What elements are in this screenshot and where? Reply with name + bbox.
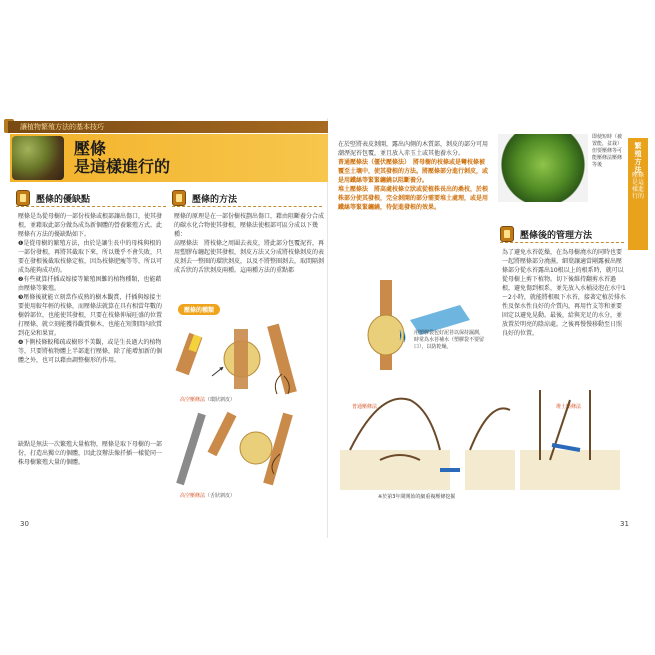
adv-intro: 壓條是為從母樹的一部份枝條或根部讓出傷口，使其發根，並藉取此部分做為成為新個體的營養繁殖方式。此壓條有方法的優缺點如下。: [18, 213, 163, 238]
disadv-para: 缺點是無法一次繁殖大量植物，壓條是取下母樹的一部份，打造出獨立的個體，因此沒辦法像扦插一樣從同一株母樹繁殖大量的個體。: [18, 441, 163, 466]
section-icon: [172, 190, 186, 206]
care-text: [502, 248, 626, 372]
section-method: [172, 190, 322, 207]
layering-note: ※於第3年間開始的細重複壓條挖掘: [378, 494, 456, 500]
high-layering-illustration: [172, 314, 328, 504]
method-intro: 壓條的原理是在一部份樹枝劃出傷口，藉由阻斷養分合成的碳水化合物使其發根，壓條法使根部可區分成以下幾種：: [174, 213, 324, 238]
method-high-layering: 高壓條法 將枝條之周圍去表皮，將此部分包覆泥苔，再用塑膠布纏起使其發根，剝皮方法又分成將枝條剝皮的表皮剝去一整圈的環狀剝皮，以及不將整圈剝去，取間隔剝成舌狀的舌狀剝皮兩種。這兩種方法的重點都: [174, 240, 324, 274]
page-number-right: 31: [620, 520, 629, 528]
adv-item-1: ❶是從母樹的繁殖方法，由於是讓生長中的母株與根的一部份發根，再將其截取下來，所以幾乎不會失敗，只要在發根後截取枝條定植，因為枝條肥瘦等等，所以可成為能夠成功的。: [18, 240, 163, 274]
label-mound-layering: 堆土壓條法: [556, 404, 582, 410]
caption-tongue: [180, 492, 235, 499]
ring-bark-figure: [176, 324, 297, 395]
disadvantages-text: [18, 440, 166, 484]
page-title: [74, 140, 170, 176]
side-tab-subtitle: 壓條是這樣進行的: [632, 172, 645, 200]
section-care: [500, 226, 624, 243]
caption-tongue-b: （舌狀剝皮）: [205, 493, 236, 499]
photo-caption: 即使短時（被置能，盆栽）但要壓條等可能壓條法壓條等後: [592, 134, 623, 168]
section-advantages: [16, 190, 166, 207]
page-number-left: 30: [20, 520, 29, 528]
chapter-header-band: [8, 121, 328, 133]
layering-types-pill: 壓條的種類: [178, 304, 220, 315]
side-tab-title: 繁殖方法: [634, 142, 642, 174]
section-method-label: 壓條的方法: [192, 195, 238, 205]
adv-item-4: ❹下側枝條較稀疏或樹形不美觀，或是生長過大的植物等，只要將植物體上半部進行壓條，除了能增加新的個體之外，也可以藉由調整樹形的作用。: [18, 339, 163, 364]
advantages-text: [18, 212, 166, 432]
caption-ring: [180, 396, 235, 403]
section-icon: [500, 226, 514, 242]
ground-layering-illustration: [340, 380, 628, 510]
method-text: [174, 212, 324, 302]
care-para: 為了避免水苔乾燥，在為母樹澆水的同時也要一起將壓條部分澆濕，細葉讓適當剛露被出壓條部分從水苔露出10根以上的根系時，就可以從母樹上剪下植物。切下後維持翻剪水苔過根，避免傷到根系，並先放入水桶浸泡在水中1～2小時，就能將根吸下水苔，接著定植於排水性及保水性良好的介質內，再用竹支等和並要固定以避免晃動。最後，給與充足的水分，並放置於明亮的陰涼處。之後再慢慢移動至日照良好的位置。: [502, 249, 626, 337]
right-method-text: [338, 140, 488, 270]
right-para-mound: 堆土壓條法 將高處枝條立狀或從植株長出的桑枝，於根株部分使其發根，完全剝開的部分需要堆土處理，或是用鐵絲等緊緊纏繞，待促進發根的效果。: [338, 186, 488, 211]
caption-ring-a: 高空壓條法: [180, 397, 206, 403]
caption-tongue-a: 高空壓條法: [180, 493, 206, 499]
page-title-line1: 壓條: [74, 139, 107, 158]
caption-ring-b: （環狀剝皮）: [205, 397, 236, 403]
section-icon: [16, 190, 30, 206]
right-para-1: 在於堅將表皮剝開，露出內側的木質部，剝皮的部分可用潮溼泥苔包覆，並且放入赤玉土或其他養水分。: [338, 141, 488, 157]
side-tab: [628, 138, 648, 250]
section-care-label: 壓條後的管理方法: [520, 231, 593, 241]
title-photo-mossball: [12, 136, 64, 180]
plant-photo: [498, 134, 588, 202]
right-para-normal: 普通壓條法（偃伏壓條法） 將母樹的枝條或是彎枝條被覆至土壤中，使其發根的方法。將壓條部分進行剝皮，或是用鐵絲等緊緊纏繞以阻斷養分。: [338, 159, 488, 184]
section-advantages-label: 壓條的優缺點: [36, 195, 91, 205]
watering-note: 用塑膠袋包好泥苔以保持濕潤，時常為水苔補水（塑膠袋不要留口），以防乾燥。: [414, 330, 485, 350]
page-title-line2: 是這樣進行的: [74, 157, 171, 176]
adv-item-3: ❸壓條後就能立刻當作成熟的樹木觀賞，扦插與嫁接主要使用較年輕的枝條，而壓條法就算在具有相當年數的樹幹部位，也能使其發根，只要在枝條伸展旺盛的位置打壓條，就立刻能獲得觀賞樹木，也能在短期間內欣賞到花朵和果實。: [18, 294, 163, 337]
adv-item-2: ❷有些就算扦插或嫁接等繁殖困難的植物種類，也能藉由壓條等繁殖。: [18, 276, 162, 292]
chapter-title: 讓植物繁殖方法的基本技巧: [20, 123, 104, 131]
tongue-bark-figure: [180, 414, 288, 484]
label-normal-layering: 普通壓條法: [352, 404, 378, 410]
